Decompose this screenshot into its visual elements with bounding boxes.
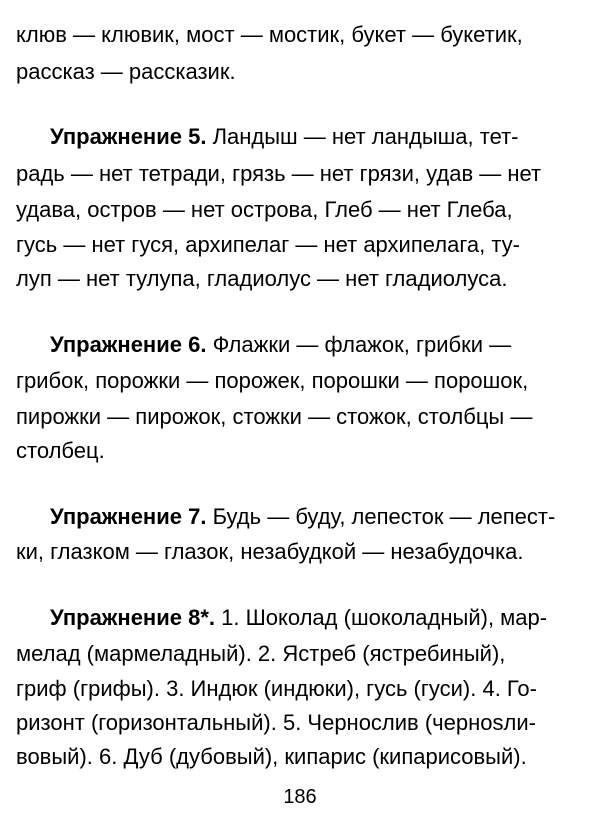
line-text: гриф (грифы). 3. Индюк (индюки), гусь (гуси). 4. Го-: [16, 676, 537, 701]
line-text: луп — нет тулупа, гладиолус — нет гладиолуса.: [16, 266, 508, 291]
line-text: радь — нет тетради, грязь — нет грязи, удав — нет: [16, 161, 542, 186]
line-text: грибок, порожки — порожек, порошки — порошок,: [16, 368, 529, 393]
line-text: 1. Шоколад (шоколадный), мар-: [215, 605, 548, 630]
line-text: Будь — буду, лепесток — лепест-: [206, 504, 556, 529]
line-text: ки, глазком — глазок, незабудкой — незабудочка.: [16, 539, 524, 564]
exercise-7-heading: Упражнение 7.: [50, 504, 207, 529]
text-line-11: [16, 438, 105, 464]
text-line-15: [16, 641, 505, 667]
text-line-4: [16, 161, 541, 187]
exercise-6-heading: Упражнение 6.: [50, 332, 207, 357]
exercise-5-heading: Упражнение 5.: [50, 124, 207, 149]
text-line-13: [16, 539, 524, 565]
text-line-17: [16, 710, 536, 736]
exercise-8-heading-line: [50, 605, 547, 631]
page-number: 186: [283, 786, 317, 808]
line-text: удава, остров — нет острова, Глеб — нет Глеба,: [16, 197, 513, 222]
line-text: вовый). 6. Дуб (дубовый), кипарис (кипарисовый).: [16, 744, 527, 769]
line-text: мелад (мармеладный). 2. Ястреб (ястребиный),: [16, 641, 506, 666]
exercise-7-heading-line: [50, 504, 555, 530]
line-text: Ландыш — нет ландыша, тет-: [206, 124, 519, 149]
line-text: Флажки — флажок, грибки —: [206, 332, 512, 357]
line-text: пирожки — пирожок, стожки — стожок, столбцы —: [16, 404, 533, 429]
text-line-10: [16, 404, 532, 430]
text-line-9: [16, 368, 528, 394]
text-line-1: [16, 22, 523, 48]
line-text: столбец.: [16, 438, 105, 463]
text-line-2: [16, 59, 236, 85]
line-text: клюв — клювик, мост — мостик, букет — букетик,: [16, 22, 523, 47]
text-line-18: [16, 744, 527, 770]
text-line-5: [16, 197, 513, 223]
exercise-5-heading-line: [50, 124, 518, 150]
exercise-6-heading-line: [50, 332, 511, 358]
text-line-7: [16, 266, 507, 292]
line-text: рассказ — рассказик.: [16, 59, 236, 84]
text-line-16: [16, 676, 537, 702]
line-text: ризонт (горизонтальный). 5. Чернослив (чернosли-: [16, 710, 536, 735]
line-text: гусь — нет гуся, архипелаг — нет архипелага, ту-: [16, 232, 520, 257]
text-line-6: [16, 232, 520, 258]
exercise-8-heading: Упражнение 8*.: [50, 605, 215, 630]
